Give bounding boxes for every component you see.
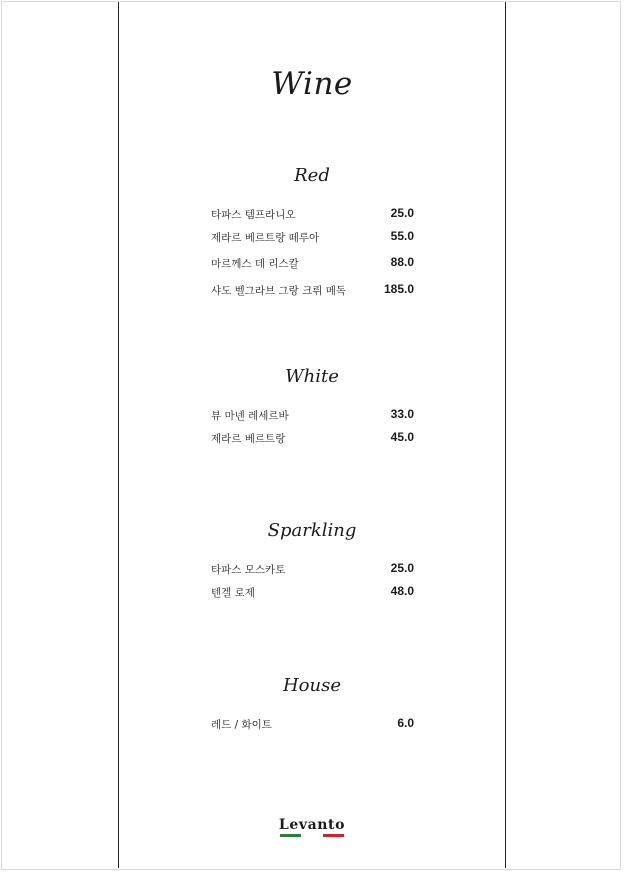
menu-item (211, 562, 414, 578)
logo-bar-white (301, 834, 322, 837)
section-title-house: House (282, 675, 342, 696)
item-name: 텐겔 로제 (211, 587, 255, 599)
item-name: 샤도 벨그라브 그랑 크뤼 메독 (211, 285, 347, 297)
menu-item (211, 408, 414, 424)
menu-item (211, 585, 414, 601)
menu-item (211, 283, 414, 299)
item-name: 타파스 모스카토 (211, 564, 286, 576)
menu-item (211, 256, 414, 272)
menu-item (211, 207, 414, 223)
section-title-sparkling: Sparkling (267, 520, 357, 541)
item-price: 55.0 (390, 229, 414, 243)
right-border-line (505, 2, 506, 868)
logo-wordmark: Levanto (278, 817, 346, 833)
section-title-red: Red (294, 165, 330, 186)
logo-flag-bar (280, 834, 344, 837)
item-name: 뷰 마넨 레세르바 (211, 410, 289, 422)
item-name: 제라르 베르트랑 떼루아 (211, 232, 320, 244)
brand-logo (118, 814, 506, 837)
item-price: 185.0 (383, 282, 414, 296)
item-price: 33.0 (390, 407, 414, 421)
menu-item (211, 431, 414, 447)
item-price: 25.0 (390, 561, 414, 575)
item-name: 마르께스 데 리스칼 (211, 258, 299, 270)
menu-item (211, 717, 414, 733)
item-price: 88.0 (390, 255, 414, 269)
logo-bar-red (323, 834, 344, 837)
item-name: 레드 / 화이트 (211, 719, 272, 731)
item-price: 48.0 (390, 584, 414, 598)
item-price: 25.0 (390, 206, 414, 220)
menu-item (211, 230, 414, 246)
left-border-line (118, 2, 119, 868)
item-price: 45.0 (390, 430, 414, 444)
page-title: Wine (271, 66, 353, 102)
item-price: 6.0 (397, 716, 414, 730)
item-name: 제라르 베르트랑 (211, 433, 286, 445)
logo-bar-green (280, 834, 301, 837)
item-name: 타파스 템프라니오 (211, 209, 296, 221)
section-title-white: White (285, 366, 339, 387)
